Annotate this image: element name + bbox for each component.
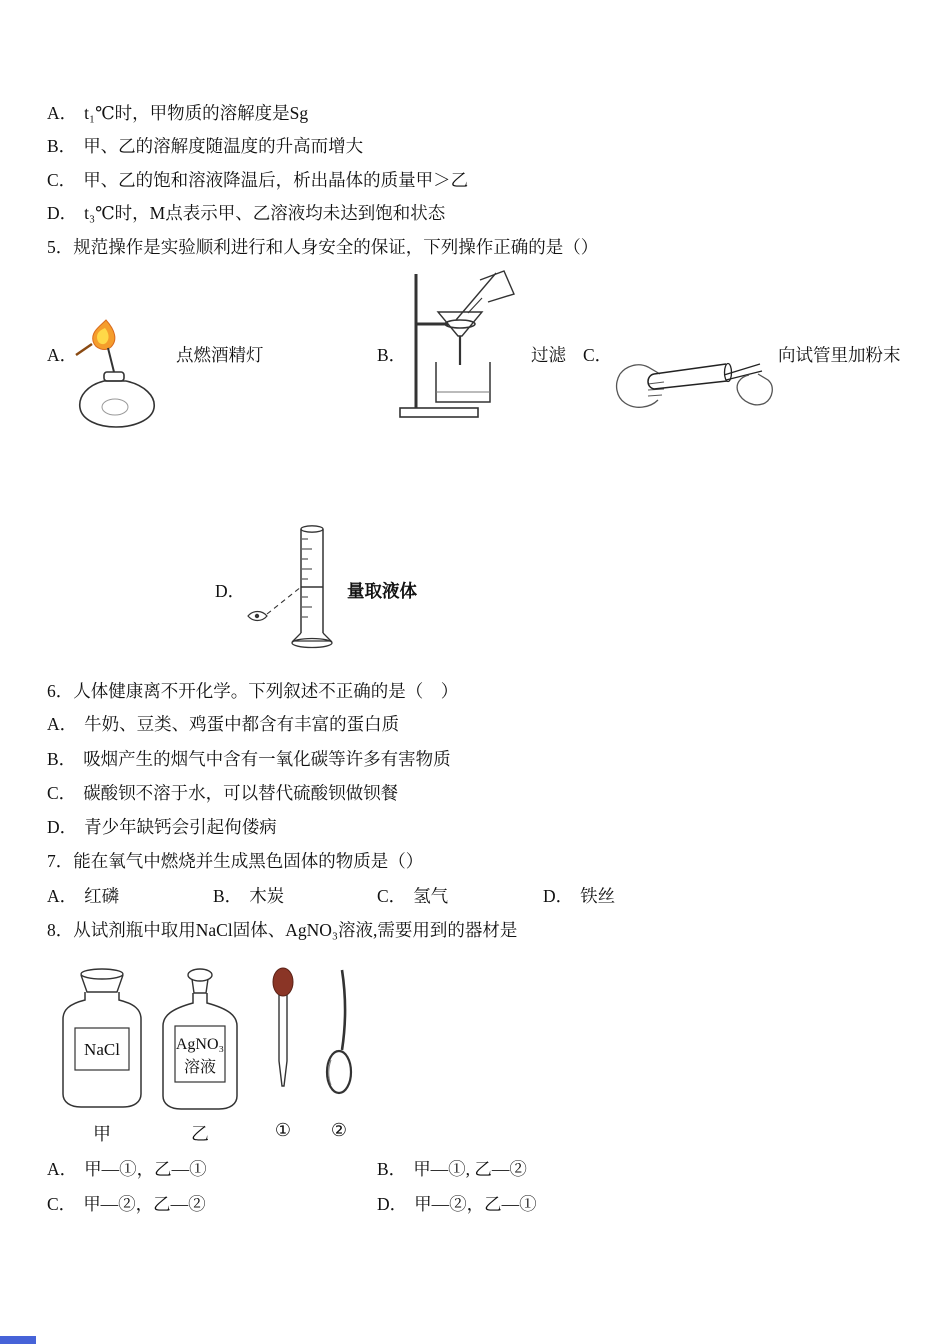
question-stem-text: 7．能在氧气中燃烧并生成黑色固体的物质是（） (47, 851, 424, 871)
match-stick (76, 344, 92, 355)
stand-base (400, 408, 478, 417)
option-text: t₃℃时，M点表示甲、乙溶液均未达到饱和状态 (84, 203, 446, 223)
add-powder-to-test-tube-icon (610, 334, 775, 429)
right-hand (738, 374, 772, 405)
q5-stem (47, 236, 598, 259)
option-text: 甲、乙的饱和溶液降温后，析出晶体的质量甲＞乙 (83, 170, 469, 190)
filtration-setup-icon (396, 268, 530, 424)
option-text: 吸烟产生的烟气中含有一氧化碳等许多有害物质 (83, 749, 451, 769)
q6-option-b (47, 748, 451, 771)
option-label: B． (377, 345, 407, 365)
option-label: A． (47, 714, 78, 734)
option-label: B． (377, 1159, 407, 1179)
liquid-stream (468, 298, 482, 313)
option-label: C． (47, 783, 77, 803)
option-label: D． (47, 817, 78, 837)
option-label: A． (47, 345, 78, 365)
q8-option-b (377, 1158, 527, 1181)
cylinder-base (292, 639, 332, 648)
wide-mouth-bottle-icon (63, 969, 141, 1107)
option-text: 木炭 (249, 886, 285, 906)
option-text: t₁℃时，甲物质的溶解度是Sg (84, 103, 309, 123)
eye-pupil (255, 614, 259, 618)
option-text: 碳酸钡不溶于水，可以替代硫酸钡做钡餐 (83, 783, 399, 803)
option-text: 甲—②，乙—① (414, 1194, 537, 1214)
q8-apparatus-figure (55, 966, 375, 1118)
option-label: C． (47, 1194, 77, 1214)
alcohol-lamp-icon (68, 318, 168, 430)
option-text: 甲、乙的溶解度随温度的升高而增大 (83, 136, 364, 156)
right-hand-thumb (737, 375, 749, 392)
lamp-wick (108, 348, 114, 372)
option-text: 甲—①, 乙—② (413, 1159, 527, 1179)
option-text: 牛奶、豆类、鸡蛋中都含有丰富的蛋白质 (84, 714, 400, 734)
q5-option-c-caption: 向试管里加粉末 (778, 345, 901, 365)
apparatus-caption-jia: 甲 (93, 1124, 111, 1144)
option-label: D． (47, 203, 78, 223)
option-label: B． (47, 136, 77, 156)
q6-option-d (47, 816, 277, 839)
question-stem-text: 8．从试剂瓶中取用NaCl固体、AgNO₃溶液,需要用到的器材是 (47, 920, 518, 940)
scale-ticks (302, 539, 312, 617)
page-bottom-blue-mark (0, 1336, 36, 1344)
q6-option-a (47, 713, 399, 736)
question-stem-text: 5．规范操作是实验顺利进行和人身安全的保证，下列操作正确的是（） (47, 237, 599, 257)
q7-stem (47, 850, 423, 873)
spoon-icon (327, 970, 351, 1093)
q7-option-b (213, 885, 284, 908)
option-label: A． (47, 886, 78, 906)
apparatus-caption-yi: 乙 (191, 1124, 209, 1144)
q7-option-d (543, 885, 615, 908)
option-label: C． (47, 170, 77, 190)
bottle2-label-line2: 溶液 (183, 1059, 217, 1076)
q5-option-c-label (583, 344, 612, 367)
q4-option-b (47, 135, 363, 158)
option-text: 红磷 (84, 886, 120, 906)
option-label: C． (583, 345, 613, 365)
lamp-body (80, 381, 154, 427)
option-label: B． (47, 749, 77, 769)
apparatus-caption-2: ② (330, 1120, 348, 1140)
q8-option-a (47, 1158, 207, 1181)
left-hand-thumb (620, 365, 660, 374)
q8-option-c (47, 1193, 206, 1216)
bottle2-label-line1: AgNO₃ (175, 1036, 225, 1053)
test-tube (648, 364, 727, 389)
option-label: D． (377, 1194, 408, 1214)
option-label: A． (47, 1159, 78, 1179)
q7-option-c (377, 885, 448, 908)
lamp-collar (104, 372, 124, 381)
option-label: A． (47, 103, 78, 123)
q6-stem (47, 680, 458, 703)
question-stem-text: 6．人体健康离不开化学。下列叙述不正确的是（ ） (47, 681, 459, 701)
dropper-icon (273, 968, 293, 1086)
receiving-beaker (436, 362, 490, 402)
option-text: 甲—①，乙—① (84, 1159, 207, 1179)
q5-option-b-caption: 过滤 (531, 345, 566, 365)
glass-rod (456, 273, 496, 320)
option-text: 氢气 (413, 886, 449, 906)
option-text: 甲—②，乙—② (83, 1194, 206, 1214)
option-label: C． (377, 886, 407, 906)
q5-option-a-caption: 点燃酒精灯 (176, 345, 264, 365)
option-label: B． (213, 886, 243, 906)
sight-line (267, 587, 301, 614)
q4-option-a (47, 102, 308, 125)
q7-option-a (47, 885, 119, 908)
q4-option-c (47, 169, 468, 192)
option-label: D． (543, 886, 574, 906)
apparatus-caption-1: ① (274, 1120, 292, 1140)
option-label: D． (215, 581, 246, 601)
q5-option-d-label (215, 580, 245, 603)
graduated-cylinder-icon (244, 521, 340, 653)
q5-option-d-caption: 量取液体 (347, 581, 417, 601)
lamp-alcohol-level (102, 399, 128, 415)
q4-option-d (47, 202, 445, 225)
q8-option-d (377, 1193, 537, 1216)
cylinder-mouth (301, 526, 323, 532)
q8-stem (47, 919, 517, 942)
q6-option-c (47, 782, 398, 805)
left-hand (617, 374, 658, 407)
narrow-mouth-bottle-icon (163, 969, 237, 1109)
option-text: 青少年缺钙会引起佝偻病 (84, 817, 277, 837)
bottle1-label-text: NaCl (84, 1040, 120, 1059)
option-text: 铁丝 (580, 886, 616, 906)
